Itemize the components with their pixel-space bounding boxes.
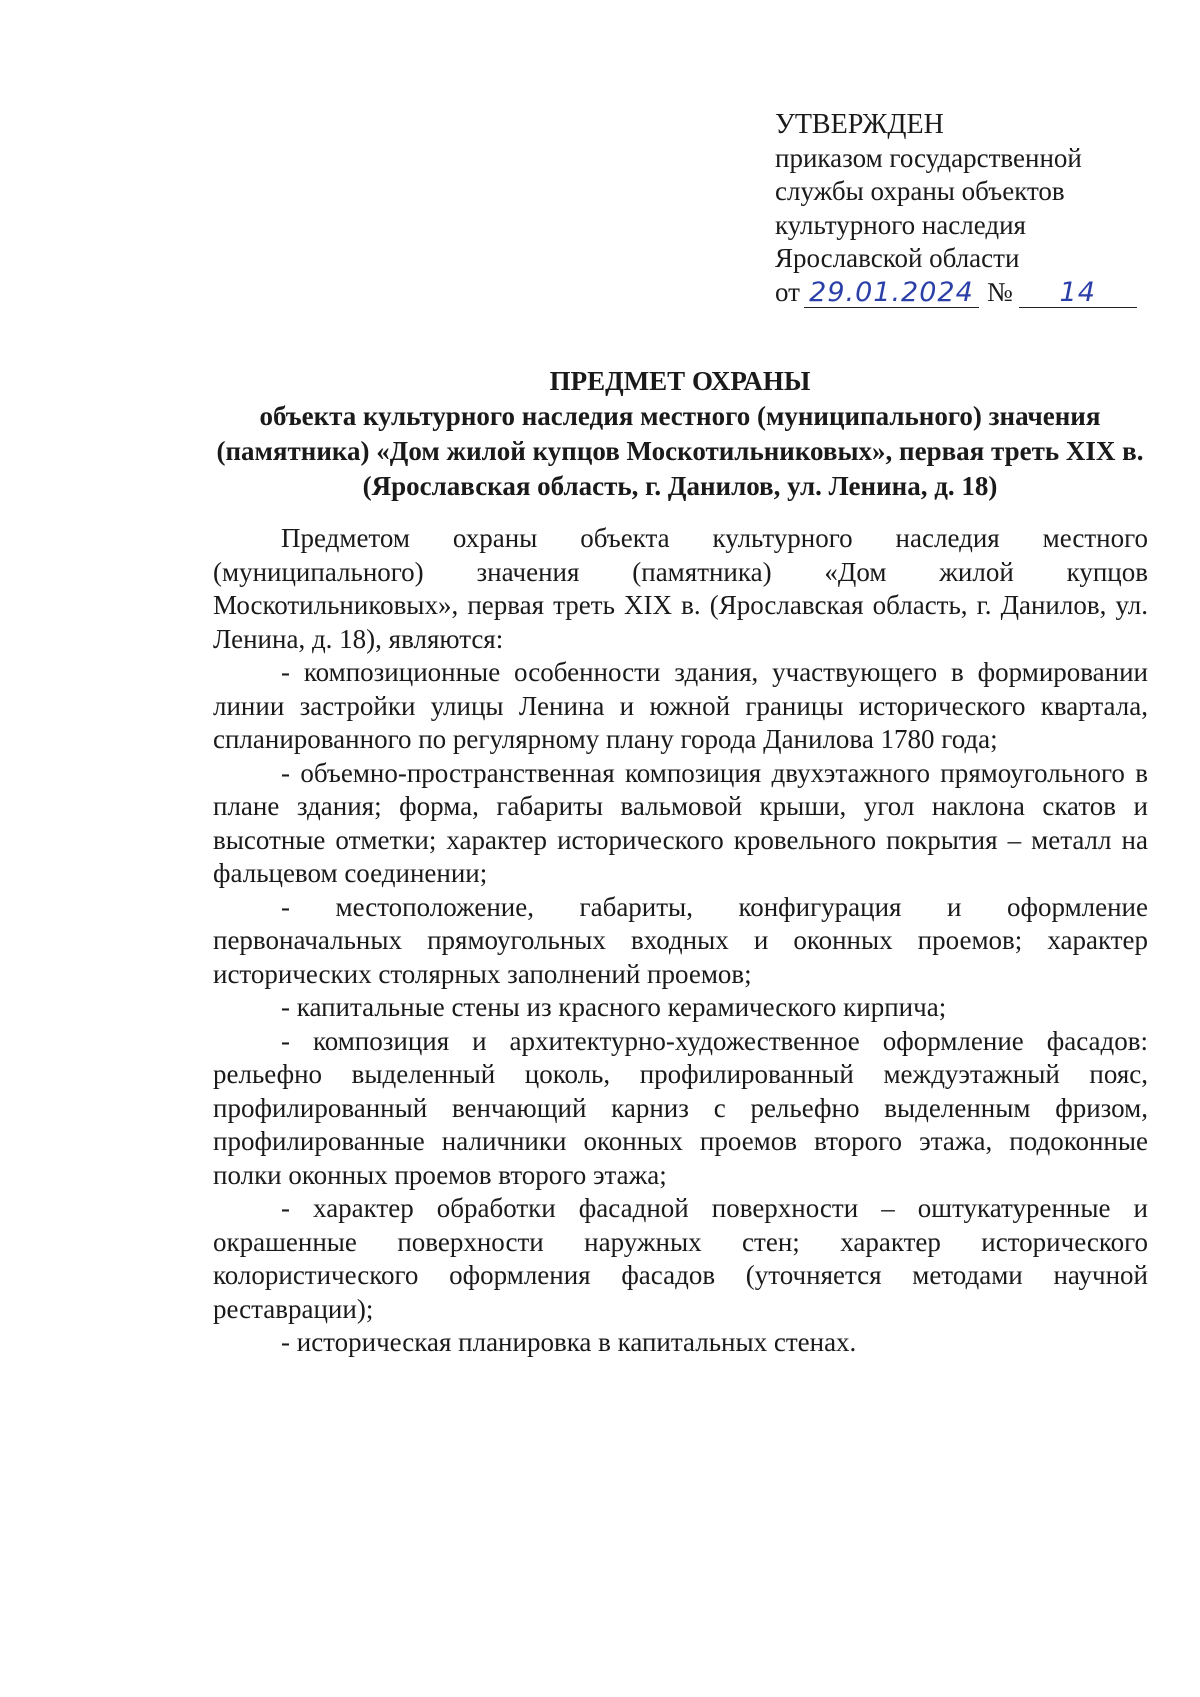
list-item: - капитальные стены из красного керамического кирпича;	[281, 992, 947, 1022]
list-item: - объемно-пространственная композиция двухэтажного прямоугольного в плане здания; форма, габариты вальмовой крыши, угол наклона скатов и высотные отметки; характер исторического кровельного покрытия – металл на фальцевом соединении;	[213, 757, 1148, 888]
list-item: - местоположение, габариты, конфигурация и оформление первоначальных прямоугольных входных и оконных проемов; характер исторических столярных заполнений проемов;	[213, 891, 1148, 989]
handwritten-date: 29.01.2024	[804, 279, 979, 308]
list-item: - историческая планировка в капитальных стенах.	[281, 1327, 857, 1357]
approval-date-line	[775, 276, 1155, 310]
document-subtitle: объекта культурного наследия местного (муниципального) значения (памятника) «Дом жилой купцов Москотильниковых», первая треть XIX в. (Ярославская область, г. Данилов, ул. Ленина, д. 18)	[216, 401, 1144, 501]
number-label: №	[986, 276, 1013, 307]
document-title: ПРЕДМЕТ ОХРАНЫ	[549, 366, 811, 396]
approval-line: службы охраны объектов	[775, 176, 1065, 206]
date-prefix: от	[775, 276, 800, 307]
document-body	[213, 522, 1148, 1360]
list-item: - характер обработки фасадной поверхности – оштукатуренные и окрашенные поверхности наружных стен; характер исторического колористического оформления фасадов (уточняется методами научной реставрации);	[213, 1193, 1148, 1324]
approval-line: Ярославской области	[775, 243, 1020, 273]
handwritten-number: 14	[1019, 279, 1137, 308]
list-item: - композиция и архитектурно-художественное оформление фасадов: рельефно выделенный цоколь, профилированный междуэтажный пояс, профилированный венчающий карниз с рельефно выделенным фризом, профилированные наличники оконных проемов второго этажа, подоконные полки оконных проемов второго этажа;	[213, 1025, 1148, 1190]
approval-line: культурного наследия	[775, 209, 1026, 240]
approval-title: УТВЕРЖДЕН	[775, 109, 944, 140]
document-heading	[200, 364, 1160, 504]
approval-line: приказом государственной	[775, 142, 1082, 173]
list-item: - композиционные особенности здания, участвующего в формировании линии застройки улицы Ленина и южной границы исторического квартала, спланированного по регулярному плану города Данилова 1780 года;	[213, 657, 1148, 754]
approval-block	[775, 108, 1155, 309]
intro-paragraph: Предметом охраны объекта культурного наследия местного (муниципального) значения (памятника) «Дом жилой купцов Москотильниковых», первая треть XIX в. (Ярославская область, г. Данилов, ул. Ленина, д. 18), являются:	[213, 523, 1148, 654]
